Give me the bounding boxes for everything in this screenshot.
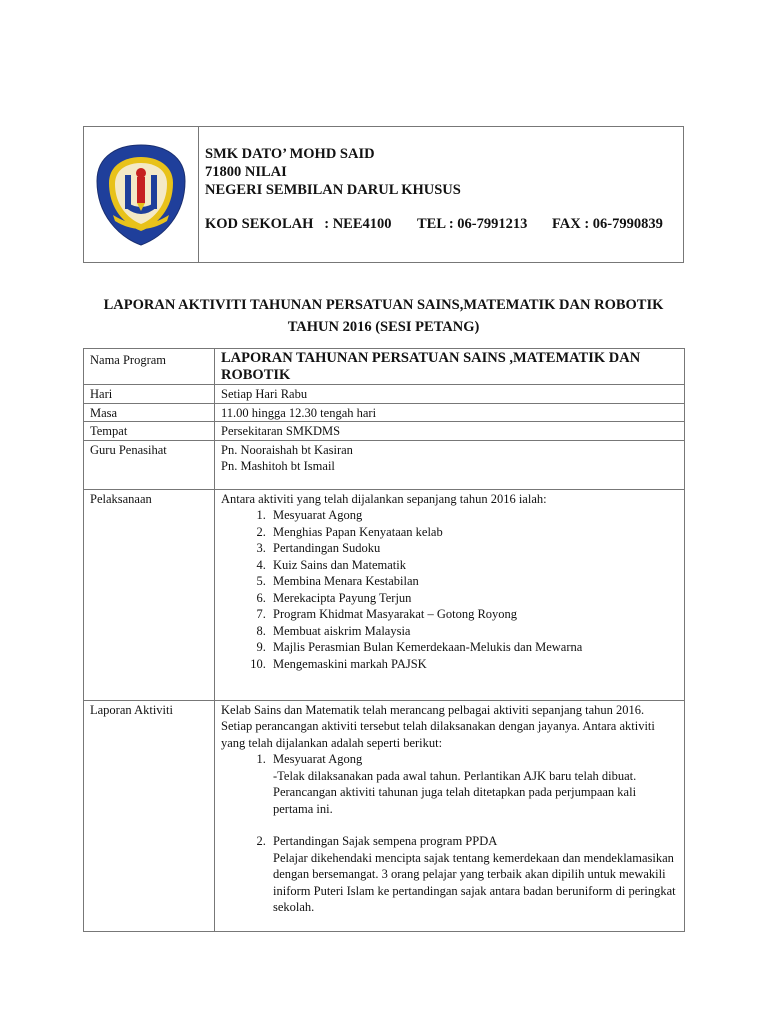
report-table (83, 348, 685, 932)
pelaksanaan-list (221, 507, 678, 672)
row-pelaksanaan (84, 489, 685, 700)
value-pelaksanaan (215, 489, 685, 700)
value-nama-program: LAPORAN TAHUNAN PERSATUAN SAINS ,MATEMATIK DAN ROBOTIK (215, 349, 685, 385)
school-name: SMK DATO’ MOHD SAID (205, 146, 375, 162)
label-guru-penasihat: Guru Penasihat (84, 440, 215, 489)
list-item: 5. Membina Menara Kestabilan (269, 573, 678, 590)
list-item: 6. Merekacipta Payung Terjun (269, 590, 678, 607)
school-logo-cell (84, 127, 199, 262)
school-crest-logo (91, 141, 191, 251)
report-title (83, 294, 684, 338)
list-item: 1. Mesyuarat Agong (269, 507, 678, 524)
row-tempat (84, 422, 685, 441)
label-masa: Masa (84, 403, 215, 422)
laporan-item-desc: Pelajar dikehendaki mencipta sajak tentang kemerdekaan dan mendeklamasikan dengan bersemangat. 3 orang pelajar yang terbaik akan dipilih untuk mewakili iniform Puteri Islam ke pertandingan sajak antara badan beruniform di peringkat sekolah. (273, 850, 676, 914)
school-tel: TEL : 06-7991213 (417, 216, 528, 232)
value-masa: 11.00 hingga 12.30 tengah hari (215, 403, 685, 422)
list-item: 4. Kuiz Sains dan Matematik (269, 557, 678, 574)
school-contact-line (205, 216, 663, 233)
laporan-intro: Kelab Sains dan Matematik telah merancang pelbagai aktiviti sepanjang tahun 2016. Setiap perancangan aktiviti tersebut telah dilaksanakan dengan jayanya. Antara aktiviti yang telah dijalankan adalah seperti berikut: (221, 702, 655, 750)
label-pelaksanaan: Pelaksanaan (84, 489, 215, 700)
report-title-line2: TAHUN 2016 (SESI PETANG) (287, 319, 480, 335)
value-hari: Setiap Hari Rabu (215, 385, 685, 404)
label-nama-program: Nama Program (84, 349, 215, 385)
laporan-item-desc: -Telak dilaksanakan pada awal tahun. Perlantikan AJK baru telah dibuat. Perancangan aktiviti tahunan juga telah ditetapkan pada perjumpaan kali pertama ini. (273, 768, 637, 816)
school-state: NEGERI SEMBILAN DARUL KHUSUS (205, 182, 461, 198)
value-laporan-aktiviti (215, 700, 685, 931)
laporan-list (221, 751, 678, 916)
row-laporan-aktiviti (84, 700, 685, 931)
row-masa (84, 403, 685, 422)
list-item: 3. Pertandingan Sudoku (269, 540, 678, 557)
value-tempat: Persekitaran SMKDMS (215, 422, 685, 441)
guru-2: Pn. Mashitoh bt Ismail (221, 459, 335, 473)
pelaksanaan-intro: Antara aktiviti yang telah dijalankan sepanjang tahun 2016 ialah: (221, 491, 547, 506)
laporan-item-title: 2. Pertandingan Sajak sempena program PPDA (273, 834, 498, 848)
row-nama-program (84, 349, 685, 385)
row-guru-penasihat (84, 440, 685, 489)
school-postcode-city: 71800 NILAI (205, 164, 287, 180)
list-item: 2. Menghias Papan Kenyataan kelab (269, 524, 678, 541)
label-hari: Hari (84, 385, 215, 404)
school-address-block (205, 145, 461, 199)
list-item: 8. Membuat aiskrim Malaysia (269, 623, 678, 640)
label-laporan-aktiviti: Laporan Aktiviti (84, 700, 215, 931)
list-item: 10. Mengemaskini markah PAJSK (269, 656, 678, 673)
list-item: 7. Program Khidmat Masyarakat – Gotong Royong (269, 606, 678, 623)
list-item (269, 751, 678, 833)
label-tempat: Tempat (84, 422, 215, 441)
value-guru-penasihat (215, 440, 685, 489)
guru-1: Pn. Nooraishah bt Kasiran (221, 442, 353, 457)
school-code: KOD SEKOLAH : NEE4100 (205, 216, 392, 232)
row-hari (84, 385, 685, 404)
school-header (83, 126, 684, 263)
report-title-line1: LAPORAN AKTIVITI TAHUNAN PERSATUAN SAINS,MATEMATIK DAN ROBOTIK (103, 297, 664, 313)
list-item (269, 833, 678, 916)
laporan-item-title: 1. Mesyuarat Agong (273, 752, 363, 766)
school-fax: FAX : 06-7990839 (552, 216, 663, 232)
list-item: 9. Majlis Perasmian Bulan Kemerdekaan-Melukis dan Mewarna (269, 639, 678, 656)
